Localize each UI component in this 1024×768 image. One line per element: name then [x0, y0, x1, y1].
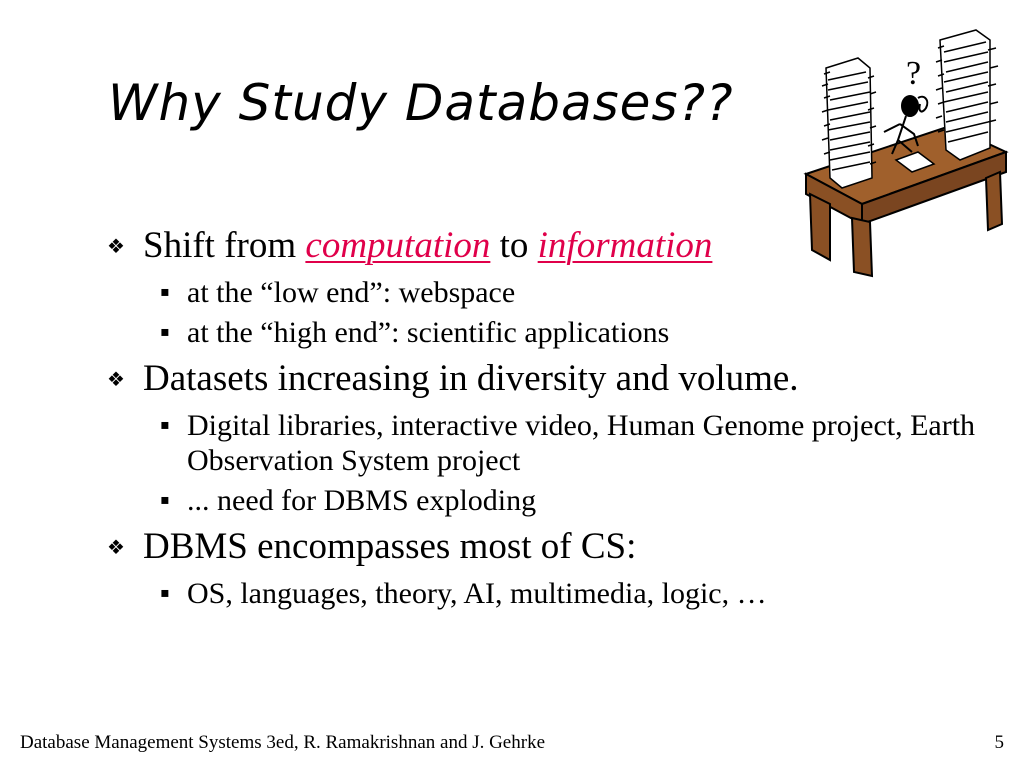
sub-bullet-text: OS, languages, theory, AI, multimedia, logic, … [187, 577, 767, 610]
emphasis-word-information: information [537, 225, 713, 266]
sub-bullet-text: ... need for DBMS exploding [187, 484, 537, 517]
bullet-item [105, 222, 985, 350]
sub-bullet-item [143, 275, 985, 310]
sub-bullet-list [143, 576, 985, 611]
diamond-bullet-icon: ❖ [107, 234, 125, 258]
sub-bullet-text: at the “low end”: webspace [187, 276, 516, 309]
page-number: 5 [994, 732, 1004, 753]
square-bullet-icon: ▪ [160, 585, 170, 601]
square-bullet-icon: ▪ [160, 284, 170, 300]
bullet-text-segment: Shift from [143, 225, 306, 266]
sub-bullet-item [143, 576, 985, 611]
square-bullet-icon: ▪ [160, 492, 170, 508]
emphasis-word-computation: computation [305, 225, 491, 266]
footer-citation: Database Management Systems 3ed, R. Ramakrishnan and J. Gehrke [20, 732, 546, 753]
diamond-bullet-icon: ❖ [107, 535, 125, 559]
bullet-text-segment: to [490, 225, 538, 266]
square-bullet-icon: ▪ [160, 417, 170, 433]
sub-bullet-list [143, 408, 985, 518]
sub-bullet-item [143, 408, 985, 478]
bullet-list [105, 222, 985, 616]
bullet-item [105, 355, 985, 518]
sub-bullet-item [143, 315, 985, 350]
bullet-text: Datasets increasing in diversity and volume. [143, 358, 799, 399]
slide-title: Why Study Databases?? [108, 74, 734, 132]
paper-stack-right [936, 30, 998, 160]
question-mark: ? [906, 55, 922, 92]
diamond-bullet-icon: ❖ [107, 367, 125, 391]
square-bullet-icon: ▪ [160, 324, 170, 340]
desk-leg-right [986, 172, 1002, 230]
sub-bullet-item [143, 483, 985, 518]
sub-bullet-list [143, 275, 985, 350]
sub-bullet-text: at the “high end”: scientific applications [187, 316, 670, 349]
bullet-text: DBMS encompasses most of CS: [143, 526, 637, 567]
paper-stack-left [822, 58, 876, 188]
sub-bullet-text: Digital libraries, interactive video, Human Genome project, Earth Observation System project [187, 409, 976, 477]
bullet-item [105, 523, 985, 611]
